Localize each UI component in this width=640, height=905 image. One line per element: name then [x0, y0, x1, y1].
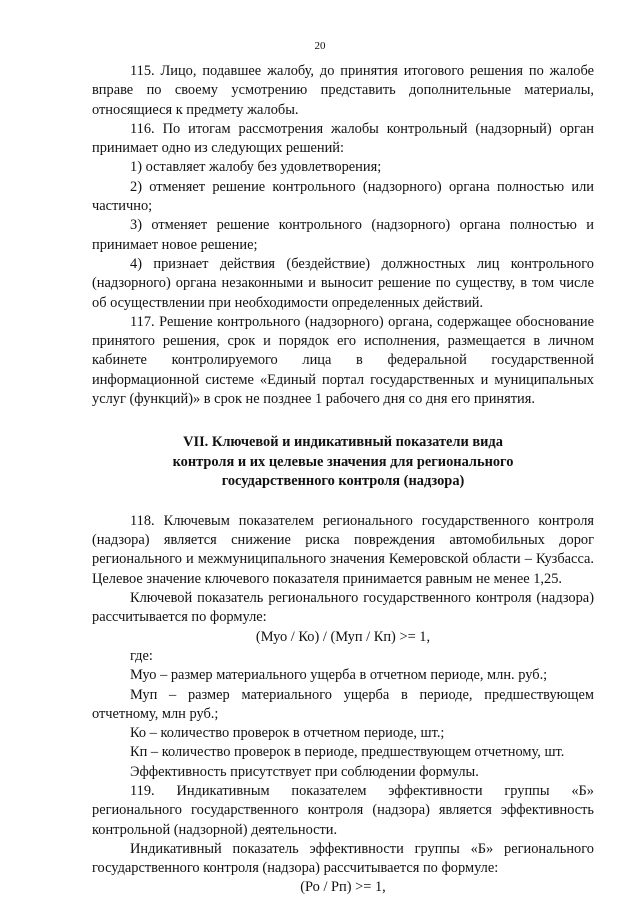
- where-label: где:: [130, 647, 153, 664]
- indicative-indicator-intro: Индикативный показатель эффективности группы «Б» регионального государственного контроля (надзора) рассчитывается по формуле:: [92, 840, 594, 877]
- list-item-1: 1) оставляет жалобу без удовлетворения;: [130, 159, 382, 176]
- paragraph-116: 116. По итогам рассмотрения жалобы контрольный (надзорный) орган принимает одно из следующих решений:: [92, 120, 594, 157]
- list-item-2: 2) отменяет решение контрольного (надзорного) органа полностью или частично;: [92, 178, 594, 215]
- paragraph-119: 119. Индикативным показателем эффективности группы «Б» регионального государственного контроля (надзора) является эффективность контрольной (надзорной) деятельности.: [92, 783, 594, 838]
- formula-indicative: (Ро / Рп) >= 1,: [300, 879, 386, 896]
- efficiency-note: Эффективность присутствует при соблюдении формулы.: [130, 763, 479, 780]
- page-number: 20: [314, 40, 326, 52]
- definition-mup: Муп – размер материального ущерба в периоде, предшествующем отчетному, млн руб.;: [92, 686, 594, 722]
- section-heading: [92, 433, 594, 492]
- paragraph-115: 115. Лицо, подавшее жалобу, до принятия итогового решения по жалобе вправе по своему усмотрению представить дополнительные материалы, относящиеся к предмету жалобы.: [92, 63, 594, 118]
- definition-ko: Ко – количество проверок в отчетном периоде, шт.;: [130, 725, 445, 742]
- paragraph-118: 118. Ключевым показателем регионального государственного контроля (надзора) является снижение риска повреждения автомобильных дорог регионального и межмуниципального значения Кемеровской области – Кузбасса. Целевое значение ключевого показателя принимается равным не менее 1,25.: [92, 512, 594, 587]
- heading-line-2: контроля и их целевые значения для регионального: [172, 453, 514, 470]
- formula-key-indicator: (Муо / Ко) / (Муп / Кп) >= 1,: [255, 628, 431, 645]
- list-item-3: 3) отменяет решение контрольного (надзорного) органа полностью и принимает новое решение;: [92, 217, 594, 253]
- paragraph-117: 117. Решение контрольного (надзорного) органа, содержащее обоснование принятого решения, срок и порядок его исполнения, размещается в личном кабинете контролируемого лица в федеральной государственной информационной системе «Единый портал государственных и муниципальных услуг (функций)» в срок не позднее 1 рабочего дня со дня его принятия.: [92, 313, 594, 408]
- list-item-4: 4) признает действия (бездействие) должностных лиц контрольного (надзорного) органа незаконными и выносит решение по существу, в том числе об осуществлении при необходимости определенных действий.: [92, 255, 594, 311]
- document-body: [92, 62, 594, 898]
- definition-muo: Муо – размер материального ущерба в отчетном периоде, млн. руб.;: [130, 667, 548, 684]
- key-indicator-intro: Ключевой показатель регионального государственного контроля (надзора) рассчитывается по формуле:: [92, 590, 594, 626]
- definition-kp: Кп – количество проверок в периоде, предшествующем отчетному, шт.: [130, 744, 565, 761]
- heading-line-3: государственного контроля (надзора): [221, 473, 465, 490]
- heading-line-1: VII. Ключевой и индикативный показатели вида: [183, 434, 503, 451]
